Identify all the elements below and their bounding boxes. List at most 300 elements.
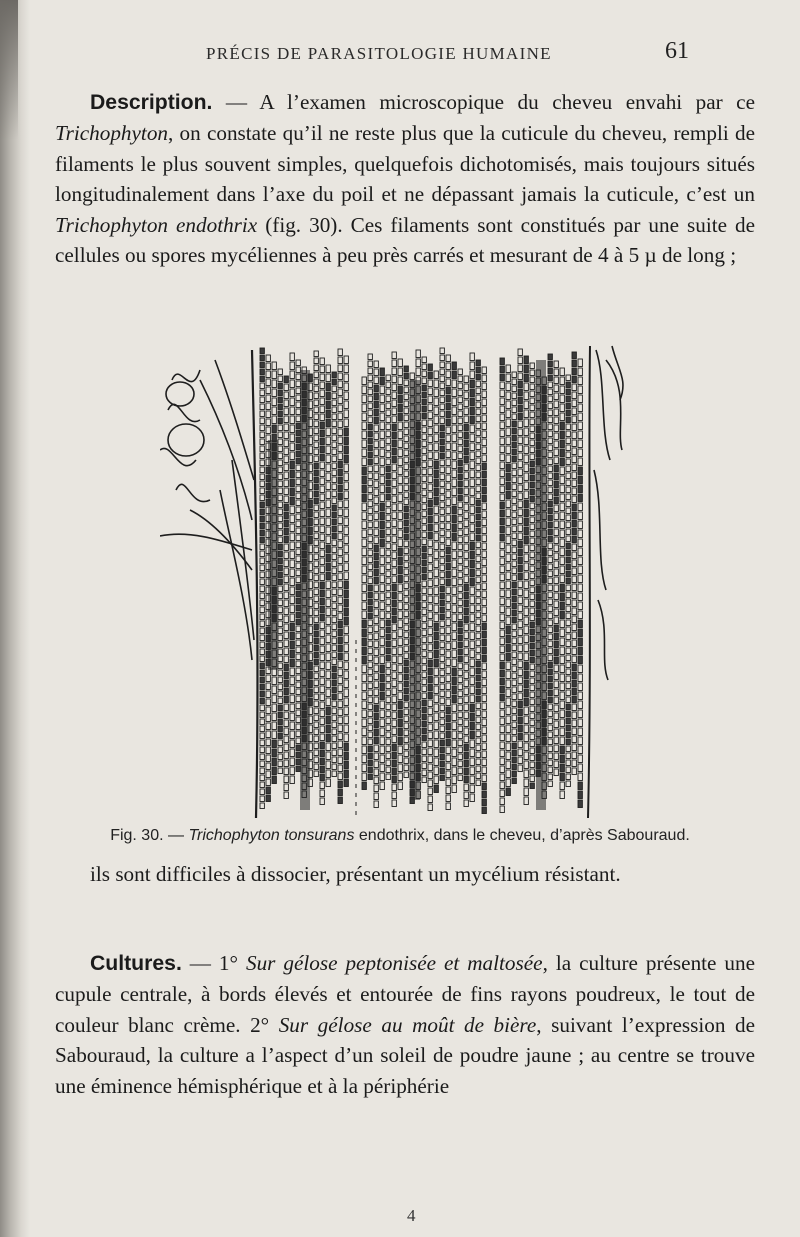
spore-cell <box>386 431 390 437</box>
spore-cell <box>446 531 450 538</box>
spore-cell <box>518 445 522 452</box>
spore-cell <box>320 374 324 381</box>
spore-cell <box>524 770 528 778</box>
spore-cell <box>524 536 528 544</box>
spore-cell <box>278 376 282 382</box>
spore-cell <box>428 396 432 403</box>
spore-cell <box>566 515 570 521</box>
spore-cell <box>464 648 468 655</box>
spore-cell <box>344 689 348 697</box>
spore-cell <box>272 722 276 730</box>
spore-cell <box>260 404 264 410</box>
spore-cell <box>260 768 264 774</box>
frayed-fibre <box>168 404 200 421</box>
spore-cell <box>578 539 582 547</box>
spore-cell <box>380 773 384 781</box>
spore-cell <box>518 589 522 596</box>
spore-cell <box>500 478 504 485</box>
spore-cell <box>440 733 444 739</box>
spore-cell <box>284 688 288 695</box>
spore-cell <box>506 374 510 382</box>
spore-cell <box>434 578 438 586</box>
spore-cell <box>290 542 294 550</box>
spore-cell <box>332 596 336 602</box>
spore-cell <box>284 416 288 423</box>
spore-cell <box>296 598 300 604</box>
spore-cell <box>404 436 408 442</box>
spore-cell <box>518 557 522 564</box>
spore-cell <box>548 529 552 535</box>
spore-cell <box>320 566 324 573</box>
spore-cell <box>374 657 378 664</box>
spore-cell <box>398 764 402 772</box>
spore-cell <box>566 543 570 549</box>
running-title: PRÉCIS DE PARASITOLOGIE HUMAINE <box>206 44 552 63</box>
spore-cell <box>392 648 396 655</box>
spore-chain <box>314 351 318 777</box>
spore-cell <box>482 647 486 654</box>
frayed-fibre <box>598 600 608 680</box>
spore-cell <box>524 689 528 697</box>
spore-cell <box>506 788 510 796</box>
spore-cell <box>548 760 552 766</box>
spore-cell <box>452 389 456 397</box>
spore-cell <box>500 614 504 621</box>
spore-cell <box>338 525 342 532</box>
spore-cell <box>368 711 372 717</box>
spore-cell <box>260 481 264 487</box>
spore-cell <box>428 388 432 395</box>
spore-cell <box>398 728 402 736</box>
spore-cell <box>458 726 462 732</box>
spore-cell <box>458 481 462 487</box>
spore-cell <box>314 673 318 679</box>
spore-cell <box>380 413 384 421</box>
spore-cell <box>548 669 552 675</box>
spore-cell <box>512 617 516 623</box>
spore-cell <box>464 496 468 503</box>
spore-cell <box>482 775 486 782</box>
spore-cell <box>440 411 444 417</box>
spore-cell <box>332 715 336 721</box>
spore-cell <box>326 500 330 508</box>
spore-cell <box>320 686 324 693</box>
spore-cell <box>290 677 294 685</box>
spore-cell <box>470 686 474 694</box>
spore-cell <box>434 407 438 415</box>
spore-cell <box>554 745 558 752</box>
spore-cell <box>500 406 504 413</box>
spore-cell <box>560 710 564 718</box>
spore-cell <box>338 405 342 412</box>
spore-cell <box>374 385 378 392</box>
spore-cell <box>392 584 396 591</box>
spore-cell <box>566 690 570 696</box>
spore-cell <box>338 421 342 428</box>
spore-cell <box>398 512 402 520</box>
spore-cell <box>422 595 426 601</box>
spore-cell <box>512 729 516 735</box>
spore-cell <box>440 418 444 424</box>
spore-cell <box>386 438 390 444</box>
spore-cell <box>572 768 576 775</box>
spore-cell <box>566 403 570 409</box>
spore-cell <box>428 548 432 555</box>
spore-cell <box>464 552 468 559</box>
spore-cell <box>398 368 402 376</box>
spore-cell <box>284 600 288 607</box>
spore-cell <box>326 662 330 670</box>
spore-cell <box>368 543 372 549</box>
shading-band <box>268 440 278 670</box>
spore-cell <box>374 465 378 472</box>
spore-cell <box>512 435 516 441</box>
spore-cell <box>506 725 510 733</box>
spore-cell <box>338 461 342 468</box>
spore-cell <box>368 697 372 703</box>
spore-cell <box>386 704 390 710</box>
spore-cell <box>446 459 450 466</box>
spore-cell <box>530 727 534 733</box>
spore-cell <box>320 590 324 597</box>
spore-cell <box>500 582 504 589</box>
spore-cell <box>560 764 564 772</box>
spore-cell <box>380 746 384 754</box>
spore-cell <box>296 724 300 730</box>
hair-shaft-drawing <box>160 340 630 818</box>
spore-cell <box>386 571 390 577</box>
spore-cell <box>320 454 324 461</box>
spore-cell <box>404 380 408 386</box>
spore-cell <box>476 668 480 674</box>
spore-cell <box>404 625 408 631</box>
spore-cell <box>332 519 336 525</box>
spore-cell <box>386 662 390 668</box>
spore-chain <box>320 358 324 805</box>
spore-cell <box>530 391 534 397</box>
spore-cell <box>284 696 288 703</box>
spore-cell <box>434 425 438 433</box>
spore-cell <box>458 684 462 690</box>
spore-cell <box>296 381 300 387</box>
spore-cell <box>314 498 318 504</box>
spore-cell <box>482 527 486 534</box>
spore-cell <box>452 758 456 766</box>
spore-cell <box>392 704 396 711</box>
spore-cell <box>428 764 432 771</box>
spore-cell <box>398 566 402 574</box>
frayed-fibre <box>176 484 210 501</box>
spore-cell <box>428 772 432 779</box>
spore-cell <box>548 431 552 437</box>
spore-cell <box>374 785 378 792</box>
spore-cell <box>506 419 510 427</box>
spore-cell <box>332 603 336 609</box>
spore-cell <box>380 386 384 394</box>
spore-cell <box>476 367 480 373</box>
spore-cell <box>332 386 336 392</box>
spore-cell <box>554 577 558 584</box>
spore-cell <box>272 398 276 406</box>
spore-cell <box>332 421 336 427</box>
spore-cell <box>314 365 318 371</box>
spore-cell <box>482 743 486 750</box>
spore-cell <box>524 599 528 607</box>
spore-cell <box>428 444 432 451</box>
spore-cell <box>386 592 390 598</box>
spore-cell <box>428 636 432 643</box>
spore-cell <box>392 736 396 743</box>
spore-cell <box>386 711 390 717</box>
spore-cell <box>422 546 426 552</box>
spore-cell <box>506 428 510 436</box>
spore-cell <box>284 752 288 759</box>
spore-cell <box>530 783 534 789</box>
spore-cell <box>326 491 330 499</box>
spore-cell <box>578 467 582 475</box>
spore-cell <box>368 382 372 388</box>
spore-cell <box>320 678 324 685</box>
spore-cell <box>440 586 444 592</box>
spore-cell <box>464 480 468 487</box>
spore-cell <box>332 379 336 385</box>
spore-cell <box>554 737 558 744</box>
spore-cell <box>392 392 396 399</box>
spore-cell <box>440 362 444 368</box>
spore-cell <box>458 733 462 739</box>
spore-cell <box>452 434 456 442</box>
spore-cell <box>566 550 570 556</box>
spore-cell <box>398 593 402 601</box>
spore-cell <box>260 677 264 683</box>
spore-cell <box>386 375 390 381</box>
spore-cell <box>290 497 294 505</box>
spore-cell <box>332 414 336 420</box>
spore-cell <box>530 762 534 768</box>
spore-cell <box>560 503 564 511</box>
spore-cell <box>338 573 342 580</box>
spore-cell <box>464 688 468 695</box>
spore-cell <box>368 718 372 724</box>
spore-cell <box>446 547 450 554</box>
spore-cell <box>578 755 582 763</box>
spore-cell <box>572 584 576 591</box>
spore-cell <box>566 753 570 759</box>
spore-cell <box>260 698 264 704</box>
spore-cell <box>296 745 300 751</box>
spore-cell <box>338 477 342 484</box>
spore-cell <box>446 419 450 426</box>
spore-cell <box>566 704 570 710</box>
spore-cell <box>578 404 582 412</box>
spore-cell <box>434 488 438 496</box>
spore-cell <box>476 493 480 499</box>
spore-cell <box>464 672 468 679</box>
spore-cell <box>518 509 522 516</box>
spore-cell <box>458 460 462 466</box>
spore-cell <box>566 445 570 451</box>
spore-cell <box>278 460 282 466</box>
spore-cell <box>482 799 486 806</box>
spore-chain <box>326 365 330 787</box>
spore-cell <box>512 596 516 602</box>
spore-cell <box>422 721 426 727</box>
spore-cell <box>446 371 450 378</box>
spore-cell <box>476 521 480 527</box>
spore-cell <box>278 397 282 403</box>
spore-cell <box>392 672 396 679</box>
spore-cell <box>578 710 582 718</box>
spore-cell <box>482 791 486 798</box>
spore-cell <box>548 389 552 395</box>
spore-cell <box>566 725 570 731</box>
spore-cell <box>572 456 576 463</box>
spore-cell <box>560 449 564 457</box>
spore-cell <box>518 365 522 372</box>
spore-cell <box>404 646 408 652</box>
spore-cell <box>530 531 534 537</box>
spore-cell <box>368 655 372 661</box>
spore-cell <box>560 782 564 790</box>
spore-cell <box>464 696 468 703</box>
spore-cell <box>464 632 468 639</box>
spore-cell <box>332 708 336 714</box>
page-number: 61 <box>665 38 689 64</box>
spore-cell <box>266 683 270 690</box>
spore-cell <box>482 663 486 670</box>
spore-cell <box>572 432 576 439</box>
spore-cell <box>566 382 570 388</box>
spore-cell <box>338 645 342 652</box>
spore-cell <box>284 376 288 383</box>
spore-cell <box>320 654 324 661</box>
spore-cell <box>458 600 462 606</box>
spore-cell <box>392 528 396 535</box>
spore-chain <box>506 365 510 796</box>
spore-cell <box>362 449 366 457</box>
spore-cell <box>368 599 372 605</box>
spore-cell <box>566 732 570 738</box>
spore-cell <box>380 620 384 628</box>
spore-cell <box>572 536 576 543</box>
spore-cell <box>332 470 336 476</box>
spore-cell <box>368 529 372 535</box>
spore-cell <box>278 488 282 494</box>
spore-cell <box>434 614 438 622</box>
spore-chain <box>344 356 348 787</box>
spore-cell <box>398 629 402 637</box>
spore-cell <box>560 791 564 799</box>
spore-cell <box>278 691 282 697</box>
spore-cell <box>374 497 378 504</box>
spore-cell <box>464 760 468 767</box>
spore-cell <box>524 554 528 562</box>
spore-cell <box>362 512 366 520</box>
spore-cell <box>422 427 426 433</box>
spore-cell <box>530 454 534 460</box>
spore-cell <box>464 400 468 407</box>
spore-cell <box>428 668 432 675</box>
spore-cell <box>284 552 288 559</box>
spore-cell <box>446 747 450 754</box>
spore-cell <box>368 431 372 437</box>
spore-cell <box>392 680 396 687</box>
spore-cell <box>404 408 408 414</box>
spore-cell <box>386 697 390 703</box>
spore-cell <box>290 740 294 748</box>
spore-cell <box>344 509 348 517</box>
figure-species: Trichophyton tonsurans <box>188 827 355 844</box>
spore-cell <box>428 460 432 467</box>
spore-cell <box>452 767 456 775</box>
description-text-3: (fig. 30). Ces filaments sont constitués par une suite de cellules ou spores mycéliennes à peu près carrés et mesurant de 4 à 5 µ de long ; <box>55 212 755 268</box>
figure-rest: endothrix, dans le cheveu, d’après Sabouraud. <box>354 827 690 844</box>
spore-cell <box>374 769 378 776</box>
spore-cell <box>398 377 402 385</box>
spore-cell <box>398 647 402 655</box>
spore-cell <box>548 424 552 430</box>
spore-cell <box>272 362 276 370</box>
spore-cell <box>560 629 564 637</box>
spore-cell <box>518 741 522 748</box>
spore-cell <box>290 452 294 460</box>
spore-cell <box>458 649 462 655</box>
spore-cell <box>548 781 552 787</box>
spore-cell <box>512 463 516 469</box>
spore-cell <box>428 628 432 635</box>
spore-cell <box>578 359 582 367</box>
spore-cell <box>362 413 366 421</box>
page-gutter-shadow <box>0 0 30 1237</box>
spore-cell <box>266 795 270 802</box>
spore-cell <box>464 384 468 391</box>
spore-cell <box>290 596 294 604</box>
spore-cell <box>296 647 300 653</box>
spore-cell <box>380 602 384 610</box>
spore-cell <box>512 764 516 770</box>
spore-chain <box>548 354 552 787</box>
spore-cell <box>326 671 330 679</box>
spore-cell <box>452 452 456 460</box>
spore-cell <box>260 516 264 522</box>
spore-cell <box>374 793 378 800</box>
spore-cell <box>338 613 342 620</box>
spore-cell <box>554 529 558 536</box>
spore-cell <box>524 482 528 490</box>
spore-cell <box>296 626 300 632</box>
spore-cell <box>464 448 468 455</box>
spore-cell <box>386 452 390 458</box>
spore-cell <box>548 627 552 633</box>
spore-cell <box>446 779 450 786</box>
spore-cell <box>428 404 432 411</box>
spore-cell <box>512 512 516 518</box>
spore-cell <box>338 661 342 668</box>
spore-cell <box>422 777 426 783</box>
spore-cell <box>326 599 330 607</box>
spore-cell <box>284 592 288 599</box>
spore-cell <box>572 448 576 455</box>
spore-cell <box>458 621 462 627</box>
spore-cell <box>554 545 558 552</box>
spore-cell <box>284 536 288 543</box>
spore-cell <box>314 372 318 378</box>
spore-cell <box>476 731 480 737</box>
spore-cell <box>404 569 408 575</box>
spore-cell <box>530 741 534 747</box>
spore-cell <box>404 506 408 512</box>
spore-cell <box>560 674 564 682</box>
